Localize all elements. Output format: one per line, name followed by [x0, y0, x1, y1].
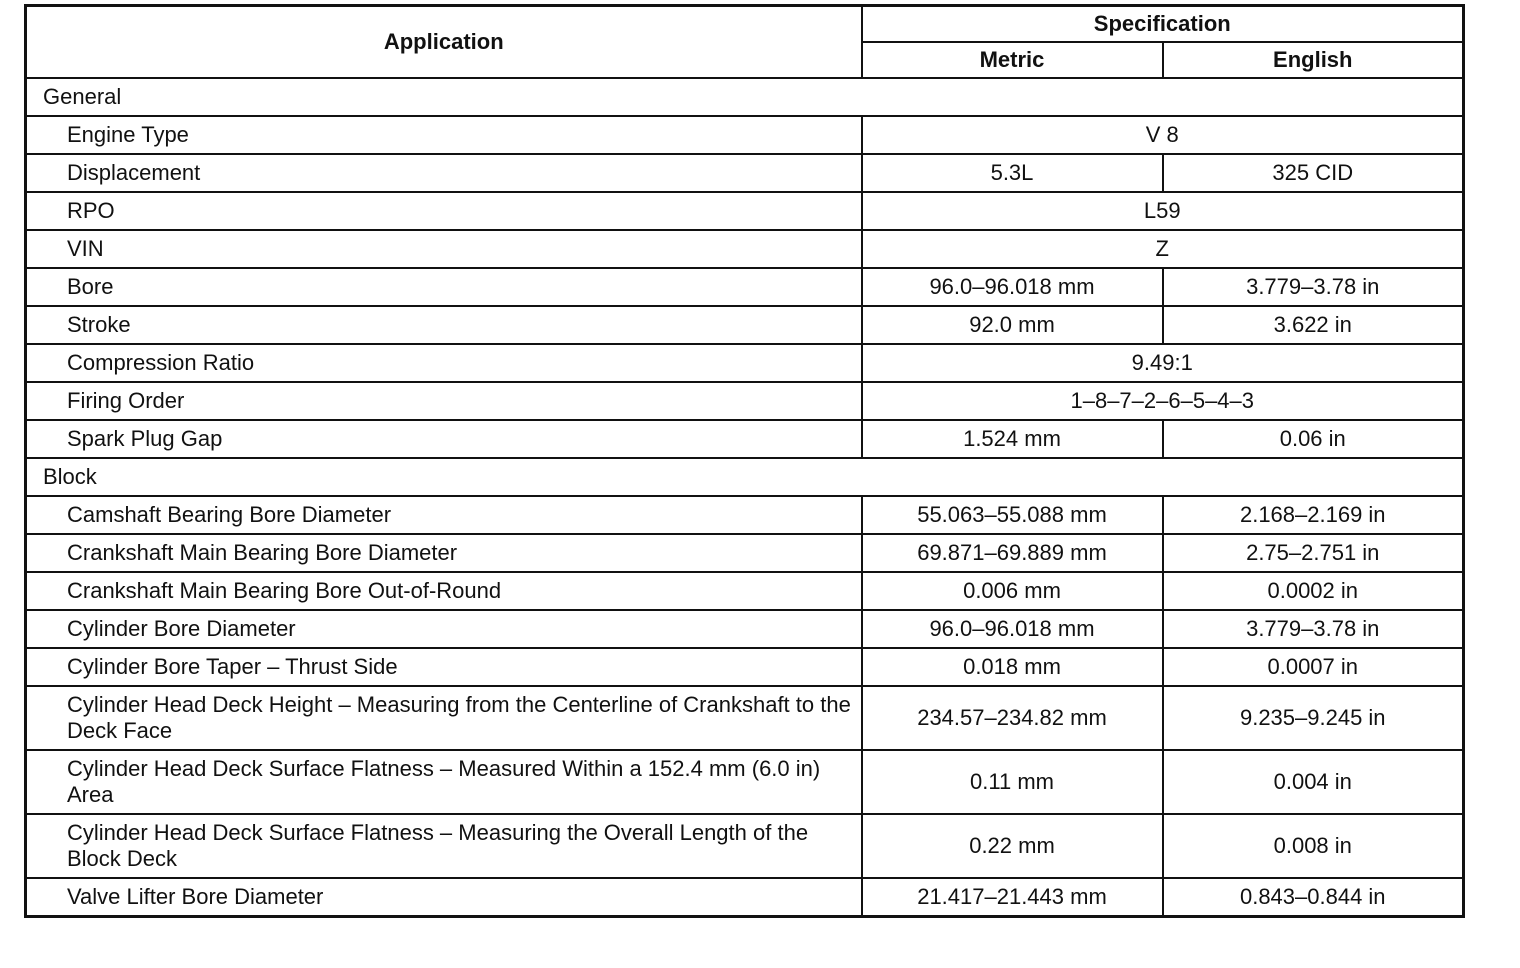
section-title: Block	[26, 458, 1464, 496]
application-cell: Cylinder Bore Taper – Thrust Side	[26, 648, 862, 686]
english-value-cell: 325 CID	[1163, 154, 1464, 192]
section-row-general	[26, 78, 1464, 116]
combined-value-cell: V 8	[862, 116, 1464, 154]
table-row	[26, 192, 1464, 230]
table-row	[26, 878, 1464, 917]
section-row-block	[26, 458, 1464, 496]
combined-value-cell: Z	[862, 230, 1464, 268]
table-row	[26, 750, 1464, 814]
table-row	[26, 116, 1464, 154]
table-row	[26, 572, 1464, 610]
application-cell: RPO	[26, 192, 862, 230]
application-cell: Displacement	[26, 154, 862, 192]
table-row	[26, 306, 1464, 344]
table-row	[26, 154, 1464, 192]
english-column-header: English	[1163, 42, 1464, 78]
application-cell: Crankshaft Main Bearing Bore Out-of-Round	[26, 572, 862, 610]
table-row	[26, 496, 1464, 534]
english-value-cell: 0.008 in	[1163, 814, 1464, 878]
application-cell: Cylinder Head Deck Surface Flatness – Measured Within a 152.4 mm (6.0 in) Area	[26, 750, 862, 814]
english-value-cell: 3.779–3.78 in	[1163, 610, 1464, 648]
metric-value-cell: 96.0–96.018 mm	[862, 610, 1163, 648]
english-value-cell: 0.06 in	[1163, 420, 1464, 458]
table-body	[26, 78, 1464, 917]
application-cell: Cylinder Head Deck Height – Measuring from the Centerline of Crankshaft to the Deck Face	[26, 686, 862, 750]
english-value-cell: 0.0007 in	[1163, 648, 1464, 686]
metric-value-cell: 0.018 mm	[862, 648, 1163, 686]
application-cell: Firing Order	[26, 382, 862, 420]
table-row	[26, 268, 1464, 306]
english-value-cell: 3.779–3.78 in	[1163, 268, 1464, 306]
metric-value-cell: 21.417–21.443 mm	[862, 878, 1163, 917]
table-row	[26, 814, 1464, 878]
metric-value-cell: 0.006 mm	[862, 572, 1163, 610]
metric-value-cell: 92.0 mm	[862, 306, 1163, 344]
combined-value-cell: L59	[862, 192, 1464, 230]
application-cell: Compression Ratio	[26, 344, 862, 382]
metric-value-cell: 234.57–234.82 mm	[862, 686, 1163, 750]
english-value-cell: 2.168–2.169 in	[1163, 496, 1464, 534]
table-row	[26, 686, 1464, 750]
combined-value-cell: 9.49:1	[862, 344, 1464, 382]
application-cell: Bore	[26, 268, 862, 306]
table-row	[26, 610, 1464, 648]
metric-value-cell: 96.0–96.018 mm	[862, 268, 1163, 306]
metric-value-cell: 55.063–55.088 mm	[862, 496, 1163, 534]
table-row	[26, 230, 1464, 268]
application-cell: Valve Lifter Bore Diameter	[26, 878, 862, 917]
application-cell: Stroke	[26, 306, 862, 344]
table-row	[26, 648, 1464, 686]
english-value-cell: 0.0002 in	[1163, 572, 1464, 610]
metric-value-cell: 69.871–69.889 mm	[862, 534, 1163, 572]
english-value-cell: 0.004 in	[1163, 750, 1464, 814]
application-column-header: Application	[26, 6, 862, 79]
table-header	[26, 6, 1464, 79]
combined-value-cell: 1–8–7–2–6–5–4–3	[862, 382, 1464, 420]
application-cell: Camshaft Bearing Bore Diameter	[26, 496, 862, 534]
application-cell: VIN	[26, 230, 862, 268]
metric-value-cell: 5.3L	[862, 154, 1163, 192]
application-cell: Spark Plug Gap	[26, 420, 862, 458]
engine-specification-table	[24, 4, 1465, 918]
application-cell: Cylinder Bore Diameter	[26, 610, 862, 648]
table-row	[26, 382, 1464, 420]
english-value-cell: 0.843–0.844 in	[1163, 878, 1464, 917]
specification-column-header: Specification	[862, 6, 1464, 43]
metric-value-cell: 0.22 mm	[862, 814, 1163, 878]
table-row	[26, 420, 1464, 458]
metric-value-cell: 0.11 mm	[862, 750, 1163, 814]
table-row	[26, 344, 1464, 382]
section-title: General	[26, 78, 1464, 116]
application-cell: Cylinder Head Deck Surface Flatness – Measuring the Overall Length of the Block Deck	[26, 814, 862, 878]
english-value-cell: 3.622 in	[1163, 306, 1464, 344]
table-row	[26, 534, 1464, 572]
header-row-top	[26, 6, 1464, 43]
metric-value-cell: 1.524 mm	[862, 420, 1163, 458]
english-value-cell: 2.75–2.751 in	[1163, 534, 1464, 572]
english-value-cell: 9.235–9.245 in	[1163, 686, 1464, 750]
application-cell: Engine Type	[26, 116, 862, 154]
application-cell: Crankshaft Main Bearing Bore Diameter	[26, 534, 862, 572]
metric-column-header: Metric	[862, 42, 1163, 78]
